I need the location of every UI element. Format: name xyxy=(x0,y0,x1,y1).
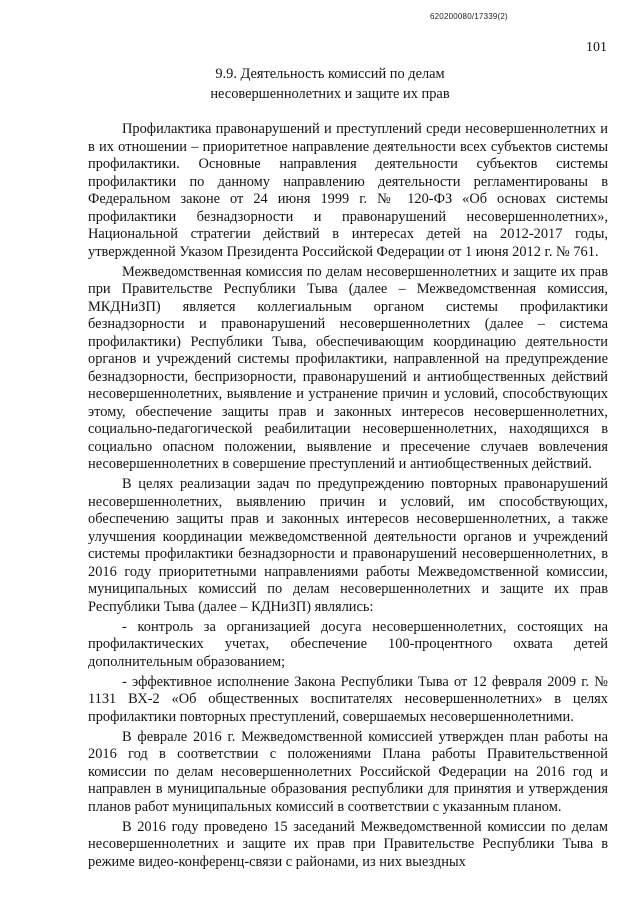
paragraph-plan: В феврале 2016 г. Межведомственной комиссией утвержден план работы на 2016 год в соответствии с положениями Плана работы Правительственной комиссии по делам несовершеннолетних Российской Федерации на 2016 год и направлен в муниципальные образования республики для принятия и утверждения планов работ муниципальных комиссий в соответствии с указанным планом. xyxy=(88,728,608,815)
body-text xyxy=(88,121,608,874)
paragraph-priorities: В целях реализации задач по предупреждению повторных правонарушений несовершеннолетних, выявлению причин и условий, им способствующих, обеспечению защиты прав и законных интересов несовершеннолетних, а также улучшения координации межведомственной деятельности органов и учреждений системы профилактики безнадзорности и правонарушений несовершеннолетних, в 2016 году приоритетными направлениями работы Межведомственной комиссии, муниципальных комиссий по делам несовершеннолетних и защите их прав Республики Тыва (далее – КДНиЗП) являлись: xyxy=(88,476,608,615)
paragraph-list-item-2: - эффективное исполнение Закона Республики Тыва от 12 февраля 2009 г. № 1131 ВХ-2 «Об общественных воспитателях несовершеннолетних» в целях профилактики повторных преступлений, совершаемых несовершеннолетними. xyxy=(88,673,608,725)
section-title-line-1: 9.9. Деятельность комиссий по делам xyxy=(215,66,445,82)
paragraph-meetings: В 2016 году проведено 15 заседаний Межведомственной комиссии по делам несовершеннолетних и защите их прав при Правительстве Республики Тыва в режиме видео-конференц-связи с районами, из них выездных xyxy=(88,818,608,870)
paragraph-commission: Межведомственная комиссия по делам несовершеннолетних и защите их прав при Правительстве Республики Тыва (далее – Межведомственная комиссия, МКДНиЗП) является коллегиальным органом системы профилактики безнадзорности и правонарушений несовершеннолетних (далее – система профилактики) Республики Тыва, обеспечивающим координацию деятельности органов и учреждений системы профилактики, направленной на предупреждение безнадзорности, беспризорности, правонарушений и антиобщественных действий несовершеннолетних, выявление и устранение причин и условий, способствующих этому, обеспечение защиты прав и законных интересов несовершеннолетних, социально-педагогической реабилитации несовершеннолетних, находящихся в социально опасном положении, выявление и пресечение случаев вовлечения несовершеннолетних в совершение преступлений и антиобщественных действий. xyxy=(88,263,608,472)
paragraph-list-item-1: - контроль за организацией досуга несовершеннолетних, состоящих на профилактических учетах, обеспечение 100-процентного охвата детей дополнительным образованием; xyxy=(88,618,608,670)
page-number: 101 xyxy=(586,40,607,55)
document-code: 620200080/17339(2) xyxy=(430,12,508,21)
paragraph-intro: Профилактика правонарушений и преступлений среди несовершеннолетних и в их отношении – приоритетное направление деятельности всех субъектов системы профилактики. Основные направления деятельности субъектов системы профилактики по данному направлению деятельности регламентированы в Федеральном законе от 24 июня 1999 г. № 120-ФЗ «Об основах системы профилактики безнадзорности и правонарушений несовершеннолетних», Национальной стратегии действий в интересах детей на 2012-2017 годы, утвержденной Указом Президента Российской Федерации от 1 июня 2012 г. № 761. xyxy=(88,121,608,260)
section-heading xyxy=(70,64,590,104)
section-title-line-2: несовершеннолетних и защите их прав xyxy=(210,86,450,102)
